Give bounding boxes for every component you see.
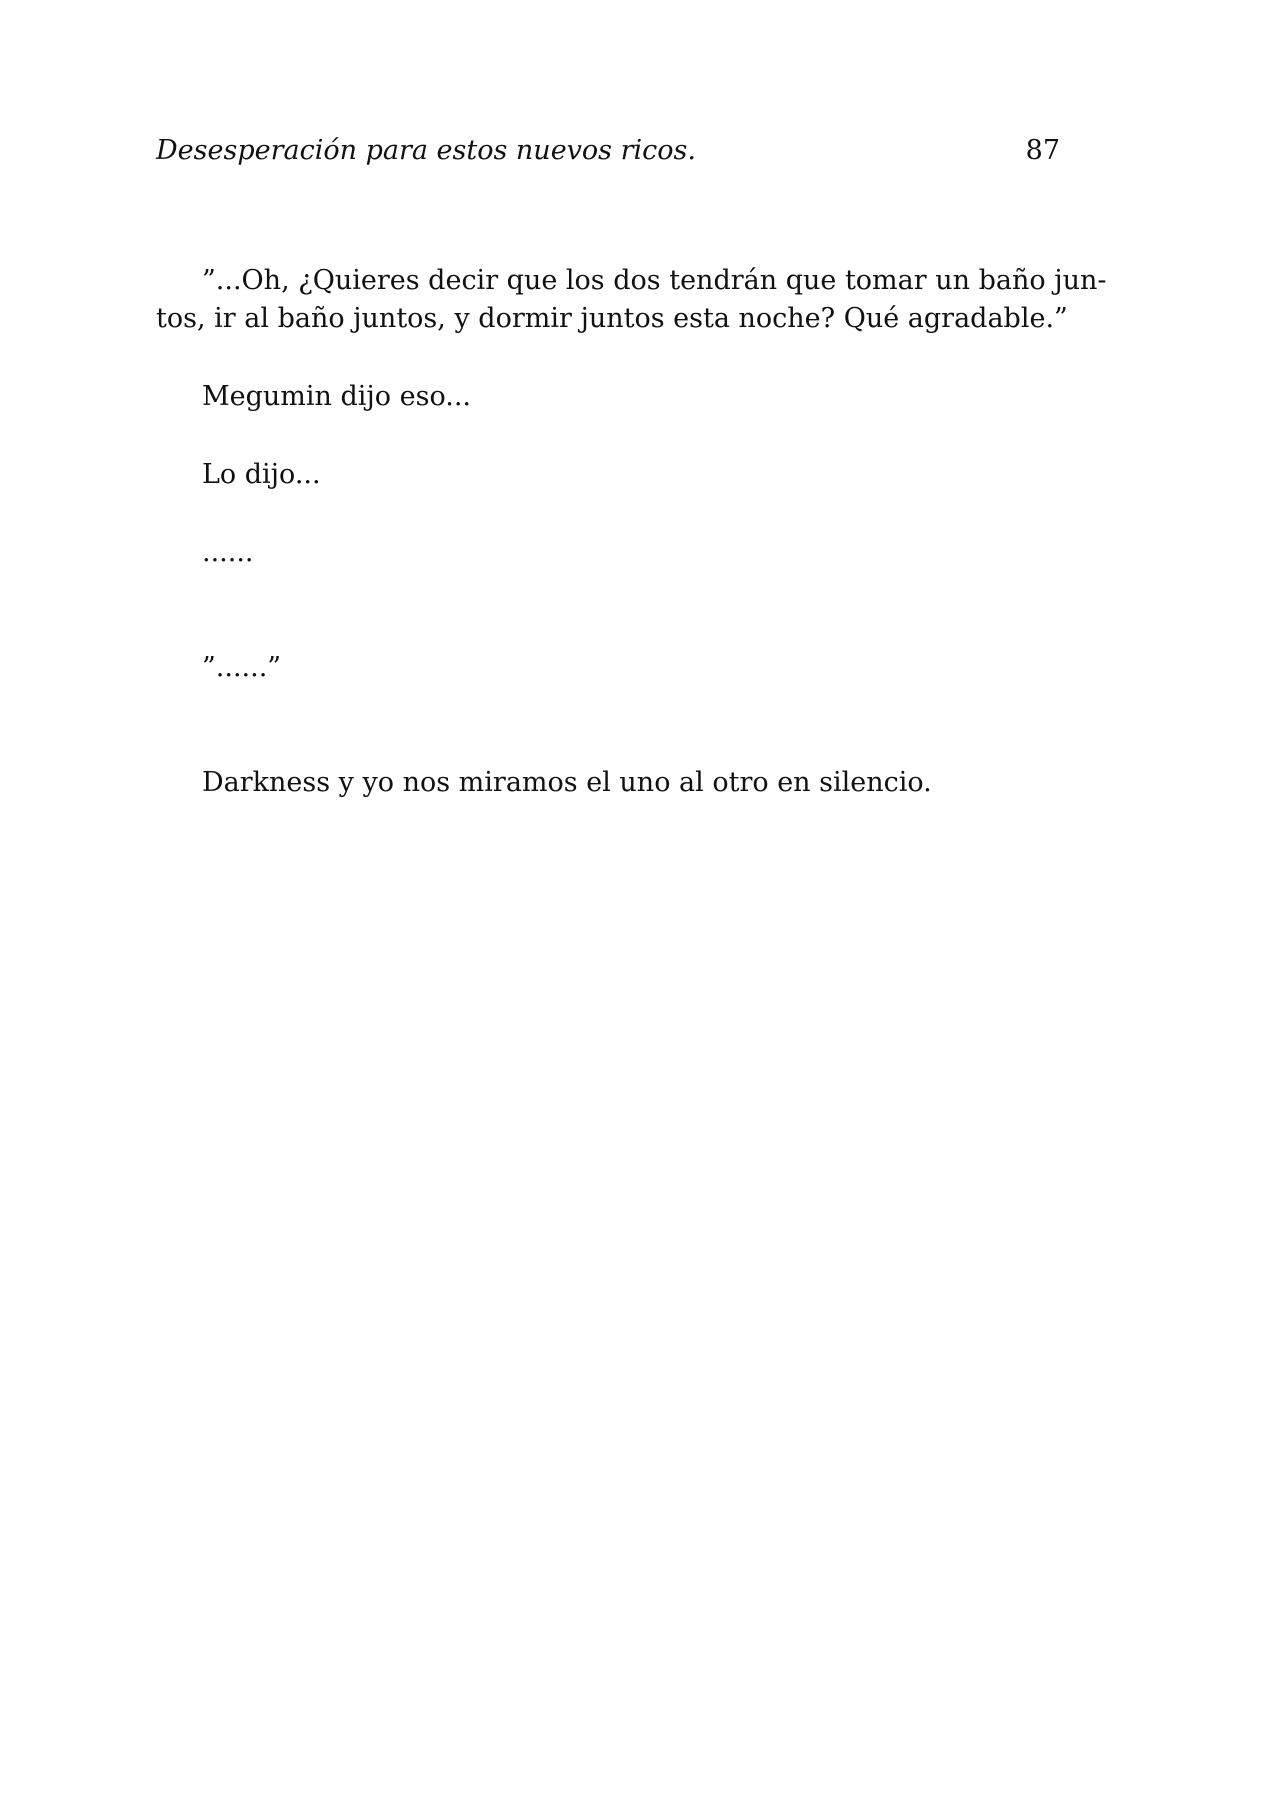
paragraph: Megumin dijo eso...	[202, 381, 471, 412]
paragraph-line: ”...Oh, ¿Quieres decir que los dos tendrán que tomar un baño jun-	[202, 265, 1107, 296]
body-text	[156, 262, 1107, 802]
paragraph-spacer	[156, 338, 1060, 378]
paragraph-spacer	[156, 494, 1060, 534]
running-title: Desesperación para estos nuevos ricos.	[156, 135, 696, 166]
paragraph-line: tos, ir al baño juntos, y dormir juntos esta noche? Qué agradable.”	[156, 303, 1068, 334]
paragraph-spacer	[156, 572, 1060, 649]
running-header	[156, 132, 1060, 172]
paragraph-ellipsis: ......	[202, 537, 254, 568]
paragraph: Darkness y yo nos miramos el uno al otro en silencio.	[202, 767, 932, 798]
paragraph-quoted-ellipsis: ”......”	[202, 652, 282, 683]
paragraph-spacer	[156, 416, 1060, 456]
paragraph-dialogue	[156, 262, 1107, 338]
paragraph-spacer	[156, 687, 1060, 764]
paragraph: Lo dijo...	[202, 459, 321, 490]
page-number: 87	[1025, 135, 1060, 166]
